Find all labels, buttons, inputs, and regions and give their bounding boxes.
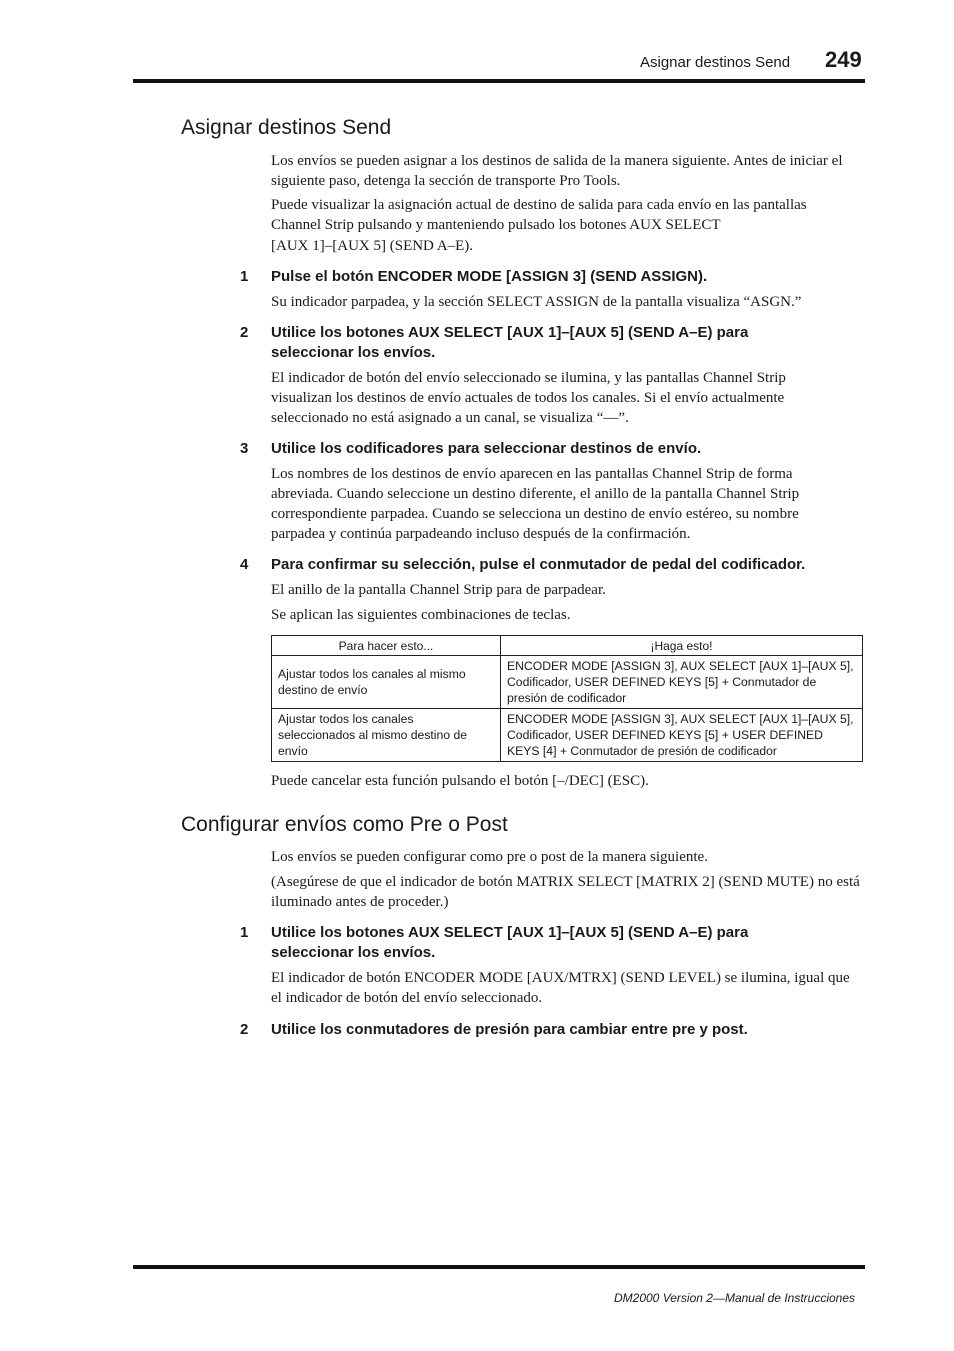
step-body: Se aplican las siguientes combinaciones de teclas. [271, 607, 571, 623]
table-row [272, 656, 863, 709]
step-body: El indicador de botón ENCODER MODE [AUX/MTRX] (SEND LEVEL) se ilumina, igual que el indicador de botón del envío seleccionado. [271, 970, 850, 1006]
step-title: Utilice los codificadores para seleccionar destinos de envío. [271, 440, 702, 457]
step-body: Los nombres de los destinos de envío aparecen en las pantallas Channel Strip de forma abreviada. Cuando seleccione un destino diferente, el anillo de la pantalla Channel Strip correspondiente parpadea. Cuando se selecciona un destino de envío estéreo, su nombre parpadea y continúa parpadeando incluso después de la confirmación. [271, 466, 800, 542]
section-title-assign-send: Asignar destinos Send [181, 116, 392, 139]
step-body: El anillo de la pantalla Channel Strip para de parpadear. [271, 582, 606, 598]
table-cell-action: Ajustar todos los canales seleccionados al mismo destino de envío [272, 709, 501, 762]
header-rule [133, 79, 865, 83]
step-title: Pulse el botón ENCODER MODE [ASSIGN 3] (SEND ASSIGN). [271, 268, 708, 285]
step-title: Utilice los conmutadores de presión para cambiar entre pre y post. [271, 1021, 748, 1038]
intro-paragraph: Los envíos se pueden configurar como pre o post de la manera siguiente. [271, 849, 708, 865]
cancel-note: Puede cancelar esta función pulsando el botón [–/DEC] (ESC). [271, 773, 649, 789]
step-number: 1 [240, 268, 249, 285]
step-body: Su indicador parpadea, y la sección SELECT ASSIGN de la pantalla visualiza “ASGN.” [271, 294, 802, 310]
intro-paragraph: (Asegúrese de que el indicador de botón MATRIX SELECT [MATRIX 2] (SEND MUTE) no está iluminado antes de proceder.) [271, 874, 860, 910]
table-header-cell: Para hacer esto... [272, 636, 501, 656]
step-title: Para confirmar su selección, pulse el conmutador de pedal del codificador. [271, 556, 806, 573]
table-cell-keys: ENCODER MODE [ASSIGN 3], AUX SELECT [AUX 1]–[AUX 5], Codificador, USER DEFINED KEYS [5] + USER DEFINED KEYS [4] + Conmutador de presión de codificador [501, 709, 863, 762]
table-header-cell: ¡Haga esto! [501, 636, 863, 656]
step-number: 2 [240, 324, 249, 341]
page-number: 249 [825, 47, 862, 72]
step-title: Utilice los botones AUX SELECT [AUX 1]–[AUX 5] (SEND A–E) para seleccionar los envíos. [271, 324, 749, 361]
table-header-row [272, 636, 863, 656]
running-header-title: Asignar destinos Send [640, 54, 791, 71]
footer-rule [133, 1265, 865, 1269]
step-number: 1 [240, 924, 249, 941]
key-combination-table [271, 635, 863, 762]
step-number: 3 [240, 440, 249, 457]
footer-manual-title: DM2000 Version 2—Manual de Instrucciones [614, 1291, 856, 1305]
step-body: El indicador de botón del envío seleccionado se ilumina, y las pantallas Channel Strip visualizan los destinos de envío actuales de todos los canales. Si el envío actualmente seleccionado no está asignado a un canal, se visualiza “—”. [271, 370, 786, 426]
table-cell-keys: ENCODER MODE [ASSIGN 3], AUX SELECT [AUX 1]–[AUX 5], Codificador, USER DEFINED KEYS [5] + Conmutador de presión de codificador [501, 656, 863, 709]
step-number: 2 [240, 1021, 249, 1038]
table-cell-action: Ajustar todos los canales al mismo destino de envío [272, 656, 501, 709]
section-title-pre-post: Configurar envíos como Pre o Post [181, 813, 508, 836]
intro-paragraph: Los envíos se pueden asignar a los destinos de salida de la manera siguiente. Antes de iniciar el siguiente paso, detenga la sección de transporte Pro Tools. [271, 153, 843, 189]
intro-paragraph: [AUX 1]–[AUX 5] (SEND A–E). [271, 238, 474, 254]
intro-paragraph: Puede visualizar la asignación actual de destino de salida para cada envío en las pantallas Channel Strip pulsando y manteniendo pulsado los botones AUX SELECT [271, 197, 807, 233]
step-title: Utilice los botones AUX SELECT [AUX 1]–[AUX 5] (SEND A–E) para seleccionar los envíos. [271, 924, 749, 961]
table-row [272, 709, 863, 762]
step-number: 4 [240, 556, 249, 573]
